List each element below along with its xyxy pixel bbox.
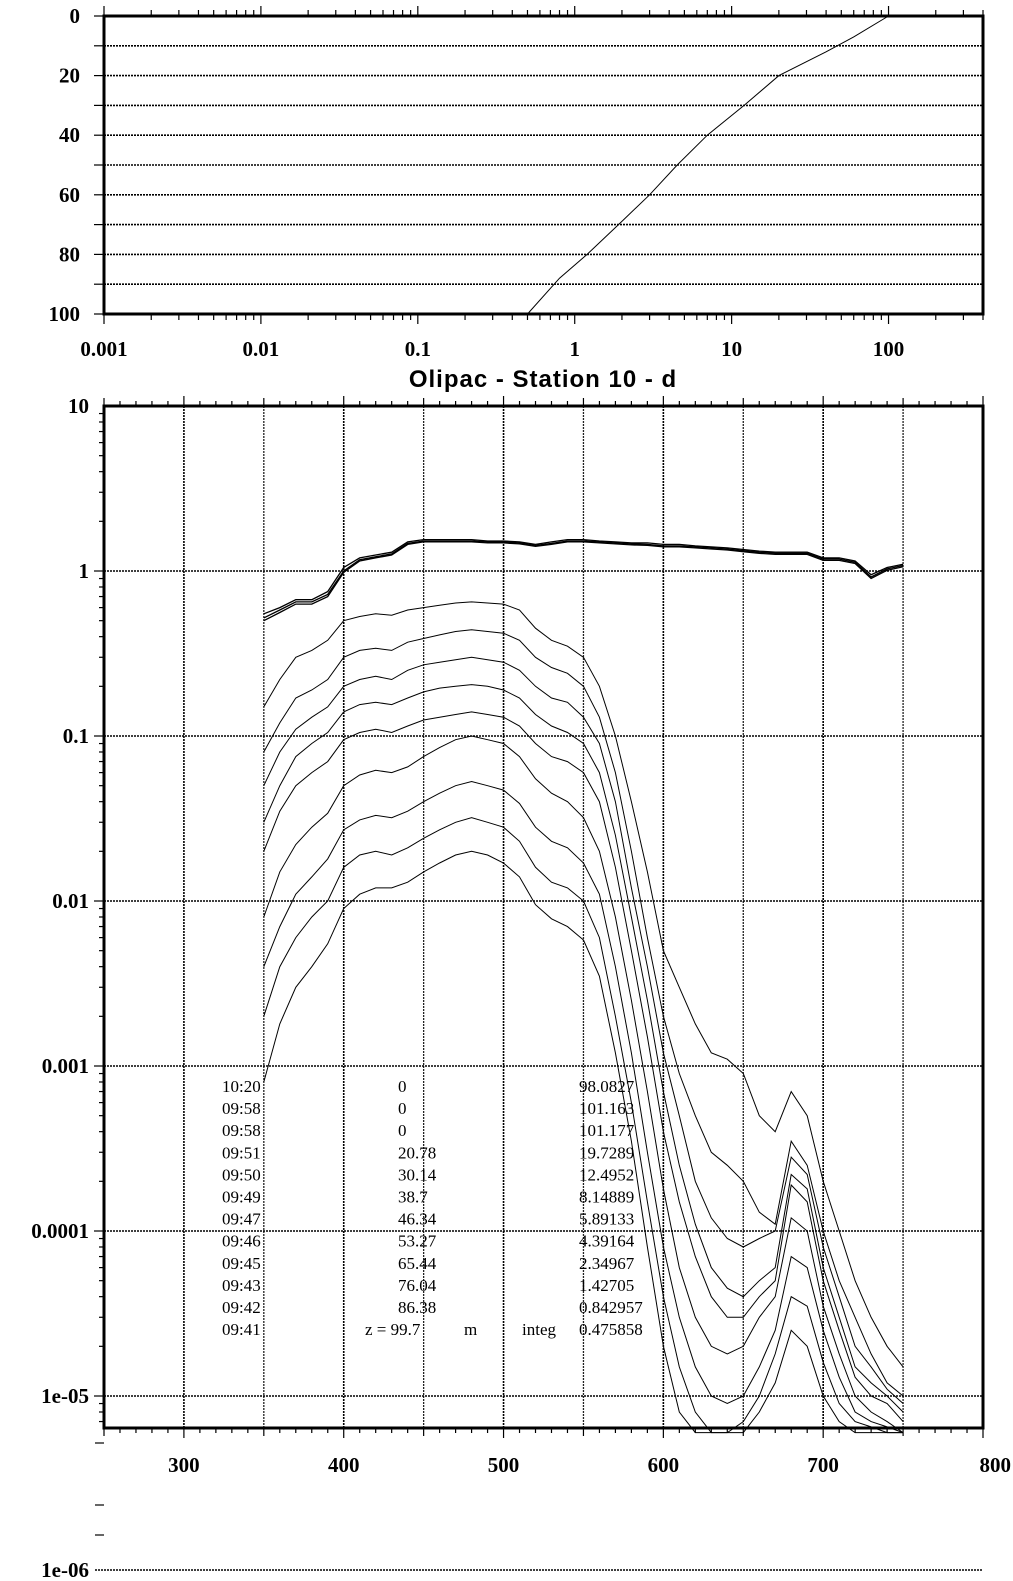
- legend-depth: z = 99.7: [365, 1320, 421, 1340]
- legend-integ-label: integ: [522, 1320, 556, 1340]
- y-tick-label: 0.1: [62, 724, 89, 748]
- legend-time: 09:42: [222, 1298, 261, 1317]
- y-tick-label: 60: [59, 182, 80, 207]
- y-tick-label: 0.01: [52, 889, 89, 913]
- legend-depth: 0: [398, 1121, 407, 1141]
- legend-value: 2.34967: [579, 1253, 635, 1273]
- x-tick-label: 400: [327, 1453, 360, 1477]
- spectrum-chart-title: Olipac - Station 10 - d: [408, 366, 678, 393]
- x-tick-label: 500: [487, 1453, 520, 1477]
- x-tick-label: 1: [569, 337, 580, 361]
- legend-time: 09:49: [222, 1187, 261, 1207]
- x-tick-label: 800: [979, 1453, 1011, 1477]
- legend-depth: 30.14: [398, 1165, 437, 1185]
- legend-time: 09:51: [222, 1143, 261, 1163]
- y-tick-label: 20: [59, 63, 80, 88]
- legend-time: 09:46: [222, 1231, 261, 1251]
- legend-time: 09:43: [222, 1275, 261, 1295]
- x-tick-label: 100: [872, 337, 905, 361]
- legend-time: 09:45: [222, 1253, 261, 1273]
- legend-depth: 76.04: [398, 1275, 437, 1295]
- legend-depth: 46.34: [398, 1209, 437, 1229]
- y-tick-label: 40: [59, 123, 80, 148]
- legend-value: 12.4952: [579, 1165, 635, 1185]
- legend-value: 101.163: [579, 1099, 635, 1119]
- legend-time: 09:50: [222, 1165, 261, 1185]
- legend-value: 19.7289: [579, 1143, 635, 1163]
- legend-depth: 0: [398, 1099, 407, 1119]
- x-tick-label: 0.01: [242, 337, 280, 361]
- legend-value: 4.39164: [579, 1231, 635, 1251]
- y-tick-label: 1: [78, 559, 89, 583]
- legend-time: 10:20: [222, 1077, 261, 1096]
- legend-value: 98.0827: [579, 1077, 635, 1096]
- legend-value: 0.475858: [579, 1320, 643, 1340]
- legend-depth: 0: [398, 1077, 407, 1096]
- x-tick-label: 700: [807, 1453, 839, 1477]
- y-tick-label: 0.001: [41, 1054, 89, 1078]
- y-tick-label: 0: [69, 4, 80, 28]
- x-tick-label: 600: [647, 1453, 680, 1477]
- y-tick-label: 1e-06: [41, 1558, 89, 1581]
- x-tick-label: 300: [168, 1453, 200, 1477]
- legend-value: 0.842957: [579, 1298, 643, 1317]
- legend-depth: 20.78: [398, 1143, 437, 1163]
- x-tick-label: 0.001: [80, 337, 128, 361]
- legend-depth: 86.38: [398, 1298, 437, 1317]
- x-tick-label: 10: [721, 337, 743, 361]
- legend-value: 101.177: [579, 1121, 635, 1141]
- legend-depth: 65.44: [398, 1253, 437, 1273]
- y-tick-label: 10: [68, 394, 89, 418]
- legend-depth: 38.7: [398, 1187, 428, 1207]
- y-tick-label: 100: [48, 302, 80, 326]
- y-tick-label: 0.0001: [31, 1219, 89, 1243]
- legend-value: 5.89133: [579, 1209, 635, 1229]
- legend-time: 09:58: [222, 1099, 261, 1119]
- legend-time: 09:58: [222, 1121, 261, 1141]
- y-tick-label: 80: [59, 242, 80, 267]
- legend-depth: 53.27: [398, 1231, 437, 1251]
- legend-value: 1.42705: [579, 1275, 635, 1295]
- y-tick-label: 1e-05: [41, 1384, 89, 1408]
- legend-time: 09:47: [222, 1209, 261, 1229]
- legend-unit: m: [464, 1320, 478, 1340]
- x-tick-label: 0.1: [404, 337, 431, 361]
- legend-value: 8.14889: [579, 1187, 635, 1207]
- legend-time: 09:41: [222, 1320, 261, 1340]
